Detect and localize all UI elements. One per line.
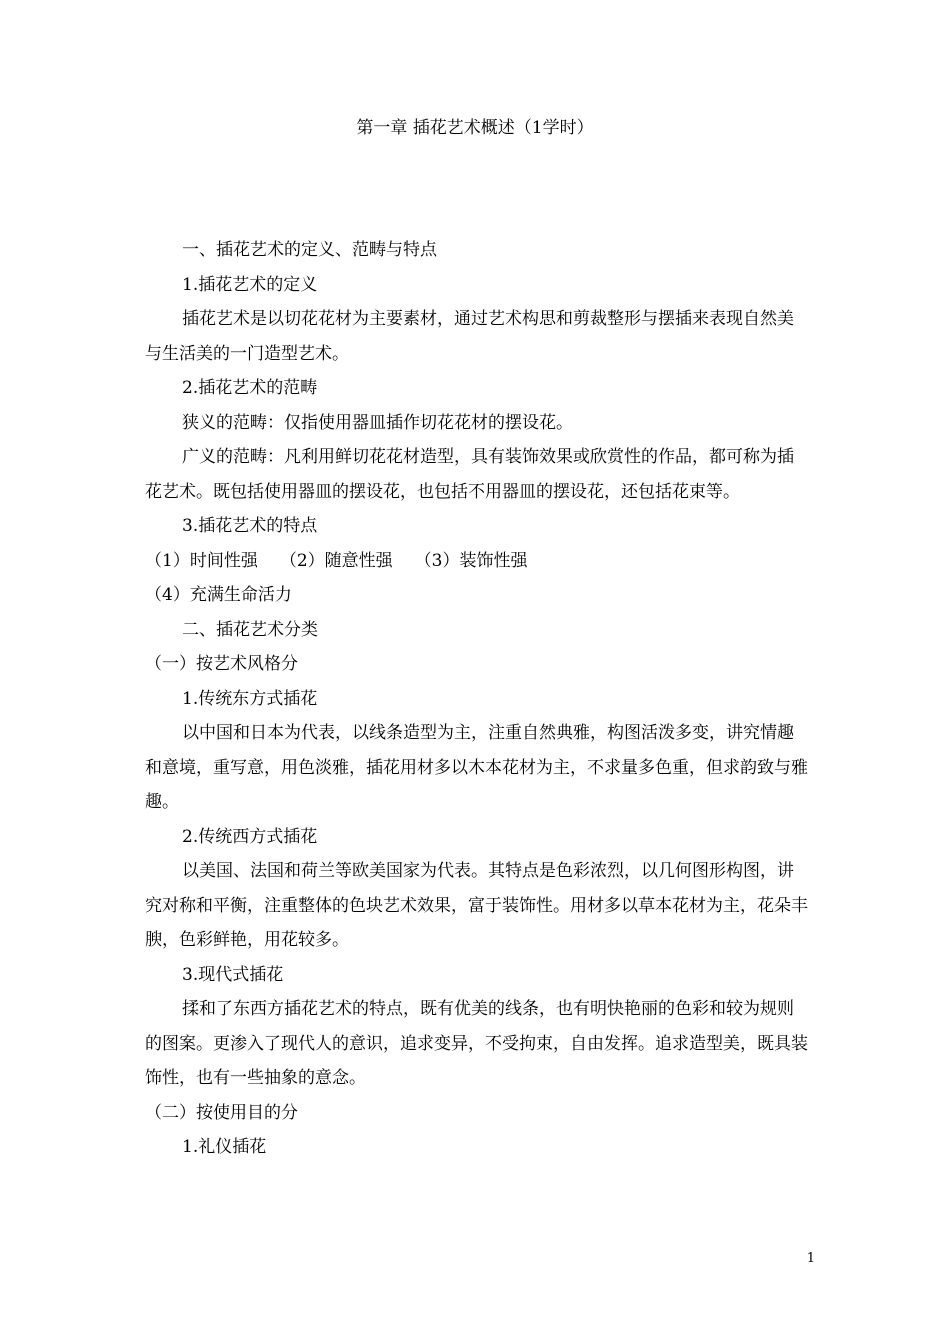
- subsection-heading: 1.传统东方式插花: [182, 688, 318, 709]
- subsection-heading: 1.插花艺术的定义: [182, 274, 318, 295]
- category-heading: （一）按艺术风格分: [145, 654, 298, 674]
- feature-item: （4）充满生命活力: [145, 585, 292, 605]
- body-paragraph: 揉和了东西方插花艺术的特点，既有优美的线条，也有明快艳丽的色彩和较为规则的图案。更渗入了现代人的意识，追求变异，不受拘束，自由发挥。追求造型美，既具装饰性，也有一些抽象的意念。: [145, 999, 808, 1088]
- body-paragraph: 以中国和日本为代表，以线条造型为主，注重自然典雅，构图活泼多变，讲究情趣和意境，重写意，用色淡雅，插花用材多以木本花材为主，不求量多色重，但求韵致与雅趣。: [145, 723, 808, 812]
- chapter-title: 第一章 插花艺术概述（1学时）: [356, 118, 594, 138]
- body-paragraph: 广义的范畴：凡利用鲜切花花材造型，具有装饰效果或欣赏性的作品，都可称为插花艺术。既包括使用器皿的摆设花，也包括不用器皿的摆设花，还包括花束等。: [145, 447, 794, 502]
- category-heading: （二）按使用目的分: [145, 1102, 298, 1123]
- body-paragraph: 狭义的范畴：仅指使用器皿插作切花花材的摆设花。: [182, 412, 573, 433]
- subsection-heading: 3.插花艺术的特点: [182, 516, 318, 536]
- section-heading: 二、插花艺术分类: [182, 619, 318, 640]
- page-number: 1: [806, 1251, 815, 1266]
- document-body: [145, 233, 810, 1165]
- feature-list: [145, 544, 810, 579]
- subsection-heading: 2.插花艺术的范畴: [182, 378, 318, 398]
- feature-item: （2）随意性强: [279, 550, 393, 571]
- section-heading: 一、插花艺术的定义、范畴与特点: [182, 240, 437, 260]
- subsection-heading: 3.现代式插花: [182, 964, 284, 985]
- feature-item: （1）时间性强: [145, 550, 258, 571]
- body-paragraph: 插花艺术是以切花花材为主要素材，通过艺术构思和剪裁整形与摆插来表现自然美与生活美的一门造型艺术。: [145, 309, 794, 364]
- subsection-heading: 2.传统西方式插花: [182, 826, 318, 847]
- body-paragraph: 以美国、法国和荷兰等欧美国家为代表。其特点是色彩浓烈，以几何图形构图，讲究对称和平衡，注重整体的色块艺术效果，富于装饰性。用材多以草本花材为主，花朵丰腴，色彩鲜艳，用花较多。: [145, 861, 808, 950]
- feature-item: （3）装饰性强: [414, 550, 528, 571]
- subsection-heading: 1.礼仪插花: [182, 1137, 267, 1157]
